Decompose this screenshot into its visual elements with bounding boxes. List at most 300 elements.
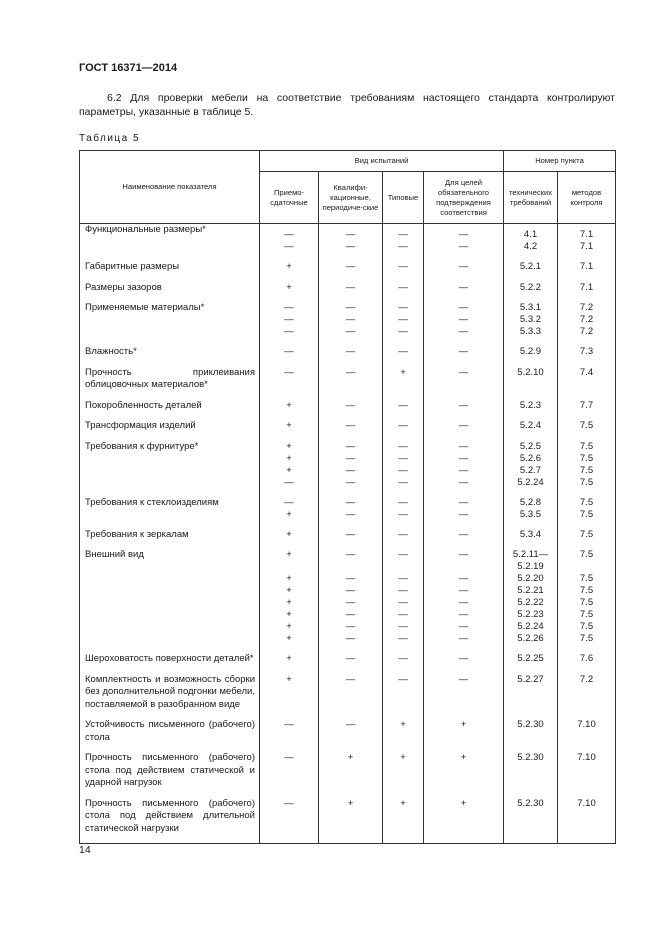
table-row [80,674,616,712]
mandatory-value: — [458,549,469,560]
type-tests-value: — [398,261,408,272]
row-spacer [80,835,616,843]
qualification-cell [319,420,383,433]
type-tests-value: — [398,440,408,452]
qualification-value [319,561,382,573]
control-method-value: 7.5 [579,452,594,464]
acceptance-value: + [286,621,292,632]
mandatory-value: — [458,399,469,411]
control-method-value: 7.5 [579,585,594,596]
acceptance-cell [260,261,319,274]
qualification-value: — [345,508,356,520]
document-code: ГОСТ 16371—2014 [79,62,178,74]
acceptance-value: + [286,281,292,293]
mandatory-cell [424,224,504,254]
header-indicator-name: Наименование показателя [80,151,260,224]
control-method-value: 7.3 [579,346,594,357]
qualification-value: — [345,326,356,337]
mandatory-value: — [458,346,469,357]
spacer-cell [319,412,383,420]
spacer-cell [80,541,260,549]
acceptance-cell [260,441,319,489]
tech-req-cell [504,346,558,359]
indicator-name: Внешний вид [80,549,260,645]
spacer-cell [319,294,383,302]
mandatory-value: — [458,229,469,240]
type-tests-value: — [398,496,408,508]
spacer-cell [260,790,319,798]
table-row [80,302,616,338]
mandatory-cell [424,261,504,274]
spacer-cell [558,489,616,497]
row-spacer [80,294,616,302]
control-method-value: 7.10 [577,752,596,763]
table-row [80,653,616,666]
control-method-value: 7.5 [579,476,594,488]
mandatory-value: — [458,528,469,540]
acceptance-value: + [286,673,292,685]
acceptance-value: — [284,241,294,252]
control-method-value: 7.5 [579,573,594,584]
mandatory-value: — [458,281,469,293]
header-acceptance: Приемо-сдаточные [260,172,319,224]
row-spacer [80,253,616,261]
mandatory-value: + [460,797,467,809]
tech-req-cell [504,653,558,666]
spacer-cell [383,359,424,367]
tech-req-value: 5.3.2 [519,314,542,325]
type-tests-value: — [398,399,408,411]
indicator-name: Требования к зеркалам [80,529,260,542]
tech-req-value: 4.1 [523,229,538,240]
qualification-value: — [345,420,356,431]
indicator-name: Габаритные размеры [80,261,260,274]
table-row [80,346,616,359]
tech-req-value: 5.2.21 [517,585,544,596]
type-tests-cell [383,261,424,274]
acceptance-value: — [284,366,294,378]
indicator-name: Покоробленность деталей [80,400,260,413]
spacer-cell [504,294,558,302]
type-tests-value: — [398,508,408,520]
spacer-cell [80,744,260,752]
requirements-table [79,150,616,844]
acceptance-value: + [286,464,292,476]
spacer-cell [383,253,424,261]
control-method-value: 7.5 [579,621,594,632]
mandatory-cell [424,529,504,542]
qualification-value: — [345,302,356,313]
table-row [80,282,616,295]
acceptance-cell [260,302,319,338]
mandatory-value: — [458,440,469,452]
mandatory-value: — [458,508,469,520]
tech-req-value: 5.3.3 [519,326,542,337]
type-tests-value: — [398,346,408,357]
tech-req-cell [504,719,558,744]
row-spacer [80,489,616,497]
control-method-value: 7.5 [579,464,594,476]
spacer-cell [260,359,319,367]
acceptance-cell [260,719,319,744]
indicator-name: Применяемые материалы* [80,302,260,338]
type-tests-cell [383,367,424,392]
spacer-cell [504,359,558,367]
spacer-cell [504,666,558,674]
control-method-value: 7.1 [579,229,594,240]
acceptance-cell [260,346,319,359]
mandatory-value: — [458,464,469,476]
table-row [80,367,616,392]
row-spacer [80,790,616,798]
spacer-cell [80,338,260,346]
spacer-cell [260,489,319,497]
spacer-cell [504,521,558,529]
mandatory-value: — [458,326,469,337]
qualification-cell [319,719,383,744]
mandatory-value: — [458,476,469,488]
tech-req-cell [504,497,558,521]
tech-req-cell [504,441,558,489]
table-row [80,400,616,413]
spacer-cell [504,489,558,497]
mandatory-value: — [458,261,469,272]
control-method-cell [558,798,616,836]
qualification-cell [319,224,383,254]
spacer-cell [80,790,260,798]
qualification-value: + [347,797,354,809]
type-tests-cell [383,549,424,645]
spacer-cell [558,359,616,367]
spacer-cell [383,666,424,674]
indicator-name: Комплектность и возможность сборки без дополнительной подгонки мебели, поставляемой в разобранном виде [80,674,260,712]
qualification-value: — [345,281,356,293]
control-method-value: 7.2 [579,673,594,685]
type-tests-value: + [400,719,406,730]
spacer-cell [424,489,504,497]
spacer-cell [319,645,383,653]
qualification-value: — [345,585,356,596]
spacer-cell [558,521,616,529]
header-mandatory-confirmation: Для целей обязательного подтверждения соответствия [424,172,504,224]
qualification-value: — [345,241,356,252]
qualification-cell [319,549,383,645]
mandatory-cell [424,719,504,744]
type-tests-value: — [398,633,408,644]
mandatory-cell [424,549,504,645]
control-method-value: 7.2 [579,314,594,325]
spacer-cell [383,392,424,400]
control-method-value: 7.5 [579,496,594,508]
table-row [80,224,616,254]
spacer-cell [504,790,558,798]
spacer-cell [424,338,504,346]
mandatory-value: — [458,633,469,644]
type-tests-value: — [398,549,408,560]
type-tests-value: — [398,229,408,240]
type-tests-value: — [398,314,408,325]
type-tests-value: — [398,597,408,608]
control-method-cell [558,400,616,413]
tech-req-value: 5.2.27 [517,673,544,685]
tech-req-cell [504,261,558,274]
mandatory-value: — [458,653,469,664]
spacer-cell [424,253,504,261]
tech-req-value: 5.2.30 [517,752,544,763]
control-method-value: 7.5 [579,528,594,540]
spacer-cell [80,711,260,719]
tech-req-cell [504,674,558,712]
row-spacer [80,359,616,367]
spacer-cell [558,253,616,261]
qualification-cell [319,674,383,712]
control-method-value: 7.5 [579,508,594,520]
acceptance-value: + [286,508,292,520]
spacer-cell [319,835,383,843]
control-method-value: 7.1 [579,281,594,293]
spacer-cell [319,541,383,549]
type-tests-cell [383,752,424,790]
spacer-cell [319,433,383,441]
type-tests-value: — [398,621,408,632]
mandatory-value: — [458,420,469,431]
spacer-cell [80,666,260,674]
table-row [80,261,616,274]
tech-req-value: 5.2.2 [519,281,542,293]
type-tests-value: — [398,573,408,584]
qualification-cell [319,367,383,392]
table-caption-word: Таблица [79,133,129,144]
type-tests-value: — [398,302,408,313]
spacer-cell [504,392,558,400]
type-tests-value: — [398,609,408,620]
spacer-cell [383,294,424,302]
spacer-cell [260,744,319,752]
spacer-cell [80,294,260,302]
mandatory-cell [424,752,504,790]
row-spacer [80,274,616,282]
acceptance-value: + [286,653,292,664]
type-tests-cell [383,674,424,712]
tech-req-value: 4.2 [523,241,538,252]
header-control-methods: методов контроля [558,172,616,224]
type-tests-cell [383,529,424,542]
spacer-cell [319,489,383,497]
control-method-cell [558,282,616,295]
spacer-cell [424,666,504,674]
spacer-cell [558,294,616,302]
qualification-value: — [345,621,356,632]
control-method-cell [558,420,616,433]
table-row [80,719,616,744]
mandatory-cell [424,346,504,359]
tech-req-value: 5.2.11— [512,549,549,560]
acceptance-cell [260,798,319,836]
acceptance-value: + [286,585,292,596]
spacer-cell [319,521,383,529]
mandatory-cell [424,400,504,413]
qualification-cell [319,441,383,489]
tech-req-value: 5.2.3 [519,399,542,411]
type-tests-value: — [398,281,408,293]
header-type-tests: Типовые [383,172,424,224]
acceptance-value: + [286,573,292,584]
spacer-cell [319,253,383,261]
row-spacer [80,433,616,441]
spacer-cell [260,274,319,282]
mandatory-value: — [458,314,469,325]
spacer-cell [80,835,260,843]
acceptance-cell [260,497,319,521]
type-tests-value: — [398,452,408,464]
acceptance-cell [260,400,319,413]
acceptance-value: — [284,496,294,508]
qualification-value: — [345,346,356,357]
tech-req-value: 5.2.8 [519,496,542,508]
row-spacer [80,744,616,752]
spacer-cell [319,359,383,367]
tech-req-value: 5.3.5 [519,508,542,520]
type-tests-value: — [398,241,408,252]
control-method-cell [558,224,616,254]
type-tests-cell [383,400,424,413]
control-method-value: 7.5 [579,549,594,560]
row-spacer [80,392,616,400]
tech-req-cell [504,400,558,413]
control-method-cell [558,346,616,359]
tech-req-value: 5.2.1 [519,261,542,272]
spacer-cell [424,521,504,529]
control-method-cell [558,674,616,712]
qualification-value: — [345,366,356,378]
control-method-cell [558,529,616,542]
control-method-cell [558,752,616,790]
spacer-cell [260,835,319,843]
indicator-name: Требования к стеклоизделиям [80,497,260,521]
spacer-cell [424,294,504,302]
qualification-value: — [345,452,356,464]
spacer-cell [558,790,616,798]
spacer-cell [558,338,616,346]
mandatory-value [424,561,503,573]
acceptance-cell [260,674,319,712]
spacer-cell [383,338,424,346]
acceptance-value: + [286,420,292,431]
spacer-cell [424,835,504,843]
spacer-cell [558,412,616,420]
spacer-cell [424,392,504,400]
tech-req-value: 5.2.25 [517,653,544,664]
control-method-value [558,561,615,573]
mandatory-cell [424,674,504,712]
spacer-cell [558,433,616,441]
spacer-cell [260,541,319,549]
spacer-cell [504,645,558,653]
acceptance-value: + [286,528,292,540]
tech-req-value: 5.2.4 [519,420,542,431]
spacer-cell [260,253,319,261]
acceptance-cell [260,224,319,254]
table-row [80,420,616,433]
tech-req-value: 5.2.6 [519,452,542,464]
qualification-value: — [345,528,356,540]
type-tests-value: + [400,366,406,378]
type-tests-cell [383,420,424,433]
spacer-cell [383,835,424,843]
acceptance-value: + [286,399,292,411]
spacer-cell [80,433,260,441]
spacer-cell [558,835,616,843]
acceptance-value: — [284,302,294,313]
acceptance-value: + [286,633,292,644]
spacer-cell [504,541,558,549]
table-row [80,549,616,645]
spacer-cell [383,744,424,752]
row-spacer [80,711,616,719]
mandatory-cell [424,302,504,338]
mandatory-value: — [458,241,469,252]
spacer-cell [260,666,319,674]
control-method-cell [558,441,616,489]
type-tests-cell [383,302,424,338]
tech-req-value: 5.2.10 [517,366,544,378]
mandatory-cell [424,441,504,489]
row-spacer [80,412,616,420]
acceptance-cell [260,529,319,542]
row-spacer [80,338,616,346]
spacer-cell [260,294,319,302]
acceptance-value: + [286,549,292,560]
spacer-cell [319,711,383,719]
type-tests-cell [383,798,424,836]
indicator-name: Функциональные размеры* [80,224,260,254]
indicator-name: Прочность письменного (рабочего) стола под действием длительной статической нагрузки [80,798,260,836]
qualification-cell [319,798,383,836]
spacer-cell [383,489,424,497]
control-method-value: 7.1 [579,241,594,252]
qualification-cell [319,346,383,359]
type-tests-cell [383,282,424,295]
mandatory-cell [424,420,504,433]
acceptance-value: + [286,452,292,464]
spacer-cell [424,645,504,653]
qualification-value: — [345,573,356,584]
qualification-cell [319,400,383,413]
spacer-cell [80,489,260,497]
mandatory-value: — [458,621,469,632]
tech-req-value: 5.3.1 [519,302,542,313]
qualification-value: — [345,496,356,508]
type-tests-cell [383,224,424,254]
spacer-cell [383,711,424,719]
spacer-cell [504,744,558,752]
table-caption [79,133,139,144]
mandatory-value: — [458,597,469,608]
spacer-cell [504,253,558,261]
control-method-value: 7.1 [579,261,594,272]
row-spacer [80,666,616,674]
control-method-value: 7.2 [579,326,594,337]
indicator-name: Требования к фурнитуре* [80,441,260,489]
acceptance-value: — [284,476,294,488]
control-method-value: 7.5 [579,440,594,452]
acceptance-value: — [284,314,294,325]
header-qualification: Квалифи-кационные, периодиче-ские [319,172,383,224]
spacer-cell [383,274,424,282]
mandatory-value: — [458,452,469,464]
spacer-cell [80,274,260,282]
type-tests-value: — [398,653,408,664]
